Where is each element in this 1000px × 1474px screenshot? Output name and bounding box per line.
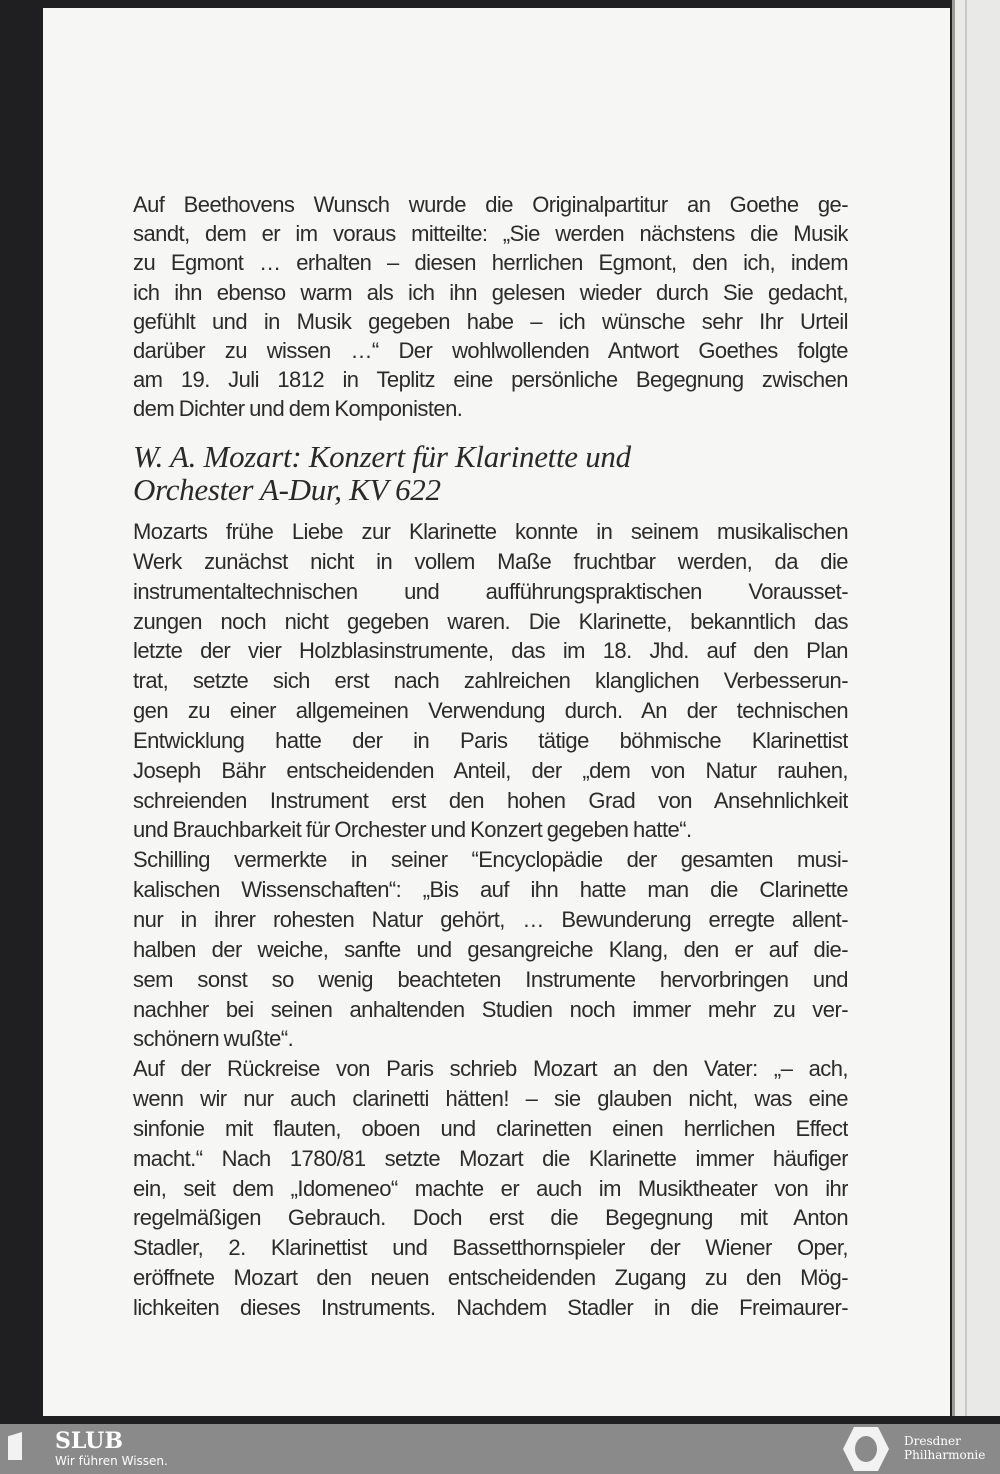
text-line: Auf Beethovens Wunsch wurde die Originalpartitur an Goethe ge- [133,192,848,217]
text-line: nachher bei seinen anhaltenden Studien noch immer mehr zu ver- [133,996,848,1022]
text-line: darüber zu wissen …“ Der wohlwollenden Antwort Goethes folgte [133,337,848,363]
text-line: ich ihn ebenso warm als ich ihn gelesen wieder durch Sie gedacht, [133,279,848,305]
text-line: eröffnete Mozart den neuen entscheidenden Zugang zu den Mög- [133,1265,848,1291]
text-line: und Brauchbarkeit für Orchester und Konzert gegeben hatte“. [133,817,692,843]
text-line: Schilling vermerkte in seiner “Encyclopädie der gesamten musi- [133,847,848,873]
slub-logo-text[interactable]: SLUB [55,1428,123,1454]
text-line: Stadler, 2. Klarinettist und Bassetthornspieler der Wiener Oper, [133,1235,848,1261]
text-line: regelmäßigen Gebrauch. Doch erst die Begegnung mit Anton [133,1205,848,1231]
text-line: letzte der vier Holzblasinstrumente, das im 18. Jhd. auf den Plan [133,638,848,664]
footer-bar [0,1424,1000,1474]
slub-tagline: Wir führen Wissen. [55,1454,168,1468]
text-line: sinfonie mit flauten, oboen und clarinetten einen herrlichen Effect [133,1115,848,1141]
text-line: dem Dichter und dem Komponisten. [133,396,463,422]
text-line: wenn wir nur auch clarinetti hätten! – sie glauben nicht, was eine [133,1086,848,1112]
text-line: lichkeiten dieses Instruments. Nachdem Stadler in die Freimaurer- [133,1294,848,1320]
text-line: sem sonst so wenig beachteten Instrumente hervorbringen und [133,966,848,992]
text-line: halben der weiche, sanfte und gesangreiche Klang, den er auf die- [133,936,848,962]
text-line: gen zu einer allgemeinen Verwendung durch. An der technischen [133,698,848,724]
slub-book-icon [8,1432,22,1460]
dresdner-philharmonie-logo-icon[interactable] [842,1426,890,1472]
adjacent-page-edge [952,0,1000,1416]
text-line: macht.“ Nach 1780/81 setzte Mozart die Klarinette immer häufiger [133,1145,848,1171]
text-line: am 19. Juli 1812 in Teplitz eine persönliche Begegnung zwischen [133,367,848,393]
text-line: sandt, dem er im voraus mitteilte: „Sie werden nächstens die Musik [133,221,848,247]
text-line: zu Egmont … erhalten – diesen herrlichen Egmont, den ich, indem [133,250,848,276]
text-line: kalischen Wissenschaften“: „Bis auf ihn hatte man die Clarinette [133,877,848,903]
section-heading [133,440,848,506]
heading-line: Orchester A-Dur, KV 622 [133,473,441,506]
text-line: instrumentaltechnischen und aufführungspraktischen Vorausset- [133,578,848,604]
text-line: Entwicklung hatte der in Paris tätige böhmische Klarinettist [133,727,848,753]
text-line: schönern wußte“. [133,1026,294,1052]
partner-name-line2: Philharmonie [904,1448,986,1462]
text-line: schreienden Instrument erst den hohen Grad von Ansehnlichkeit [133,787,848,813]
text-line: Mozarts frühe Liebe zur Klarinette konnte in seinem musikalischen [133,519,848,544]
text-line: trat, setzte sich erst nach zahlreichen klanglichen Verbesserun- [133,668,848,694]
text-line: gefühlt und in Musik gegeben habe – ich wünsche sehr Ihr Urteil [133,308,848,334]
dresdner-philharmonie-name [904,1434,985,1462]
text-line: ein, seit dem „Idomeneo“ machte er auch im Musiktheater von ihr [133,1175,848,1201]
text-line: zungen noch nicht gegeben waren. Die Klarinette, bekanntlich das [133,608,848,634]
heading-line: W. A. Mozart: Konzert für Klarinette und [133,440,631,473]
text-line: nur in ihrer rohesten Natur gehört, … Bewunderung erregte allent- [133,906,848,932]
text-line: Auf der Rückreise von Paris schrieb Mozart an den Vater: „– ach, [133,1056,848,1082]
text-line: Joseph Bähr entscheidenden Anteil, der „dem von Natur rauhen, [133,757,848,783]
partner-name-line1: Dresdner [904,1434,961,1448]
paragraph-mozart-clarinet [133,517,848,1323]
paragraph-beethoven-goethe [133,190,848,424]
text-line: Werk zunächst nicht in vollem Maße fruchtbar werden, da die [133,548,848,574]
